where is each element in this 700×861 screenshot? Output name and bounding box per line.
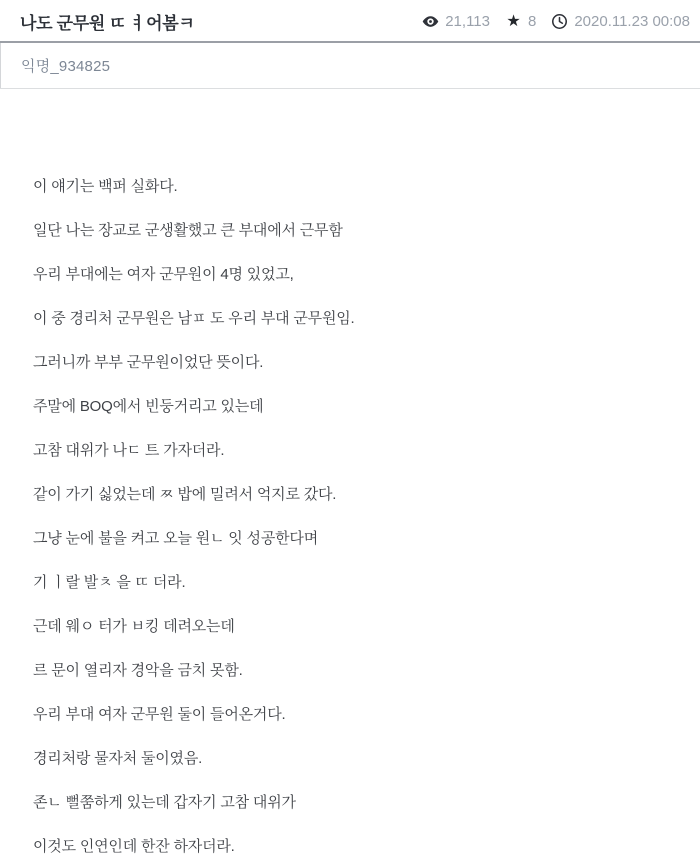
post-paragraph: 같이 가기 싫었는데 ㅉ 밥에 밀려서 억지로 갔다. (33, 486, 337, 503)
post-paragraph: 존ㄴ 뻘쭘하게 있는데 갑자기 고참 대위가 (33, 794, 296, 811)
post-datetime-value: 2020.11.23 00:08 (574, 13, 690, 30)
post-paragraph: 르 문이 열리자 경악을 금치 못함. (33, 662, 243, 679)
view-count-value: 21,113 (445, 13, 490, 30)
post-body (0, 89, 700, 857)
post-paragraph: 주말에 BOQ에서 빈둥거리고 있는데 (33, 398, 264, 415)
post-paragraph: 이것도 인연인데 한잔 하자더라. (33, 838, 235, 855)
author-name: 익명_934825 (21, 58, 111, 75)
author-row (0, 43, 700, 88)
post-paragraph: 그러니까 부부 군무원이었단 뜻이다. (33, 354, 264, 371)
post-paragraph: 경리처랑 물자처 둘이였음. (33, 750, 203, 767)
post-paragraph: 우리 부대 여자 군무원 둘이 들어온거다. (33, 706, 286, 723)
post-datetime (551, 13, 690, 30)
post-paragraph: 근데 웨ㅇ 터가 ㅂ킹 데려오는데 (33, 618, 235, 635)
star-icon (505, 13, 522, 30)
post-paragraph: 그냥 눈에 불을 켜고 오늘 원ㄴ 잇 성공한다며 (33, 530, 318, 547)
clock-icon (551, 13, 568, 30)
post-paragraph: 고참 대위가 나ㄷ 트 가자더라. (33, 442, 225, 459)
post-paragraph: 이 중 경리처 군무원은 남ㅍ 도 우리 부대 군무원임. (33, 310, 355, 327)
view-count (422, 13, 490, 30)
post-paragraph: 우리 부대에는 여자 군무원이 4명 있었고, (33, 266, 294, 283)
post-header (0, 0, 700, 41)
post-stats (422, 13, 690, 30)
star-count (505, 13, 536, 30)
post-paragraph: 기 ㅣ랄 발ㅊ 을 ㄸ 더라. (33, 574, 186, 591)
post-paragraph: 일단 나는 장교로 군생활했고 큰 부대에서 근무함 (33, 222, 343, 239)
post-paragraph: 이 얘기는 백퍼 실화다. (33, 178, 178, 195)
star-count-value: 8 (527, 13, 537, 30)
eye-icon (422, 13, 439, 30)
post-title: 나도 군무원 ㄸ ㅕ어봄ㅋ (20, 14, 195, 33)
